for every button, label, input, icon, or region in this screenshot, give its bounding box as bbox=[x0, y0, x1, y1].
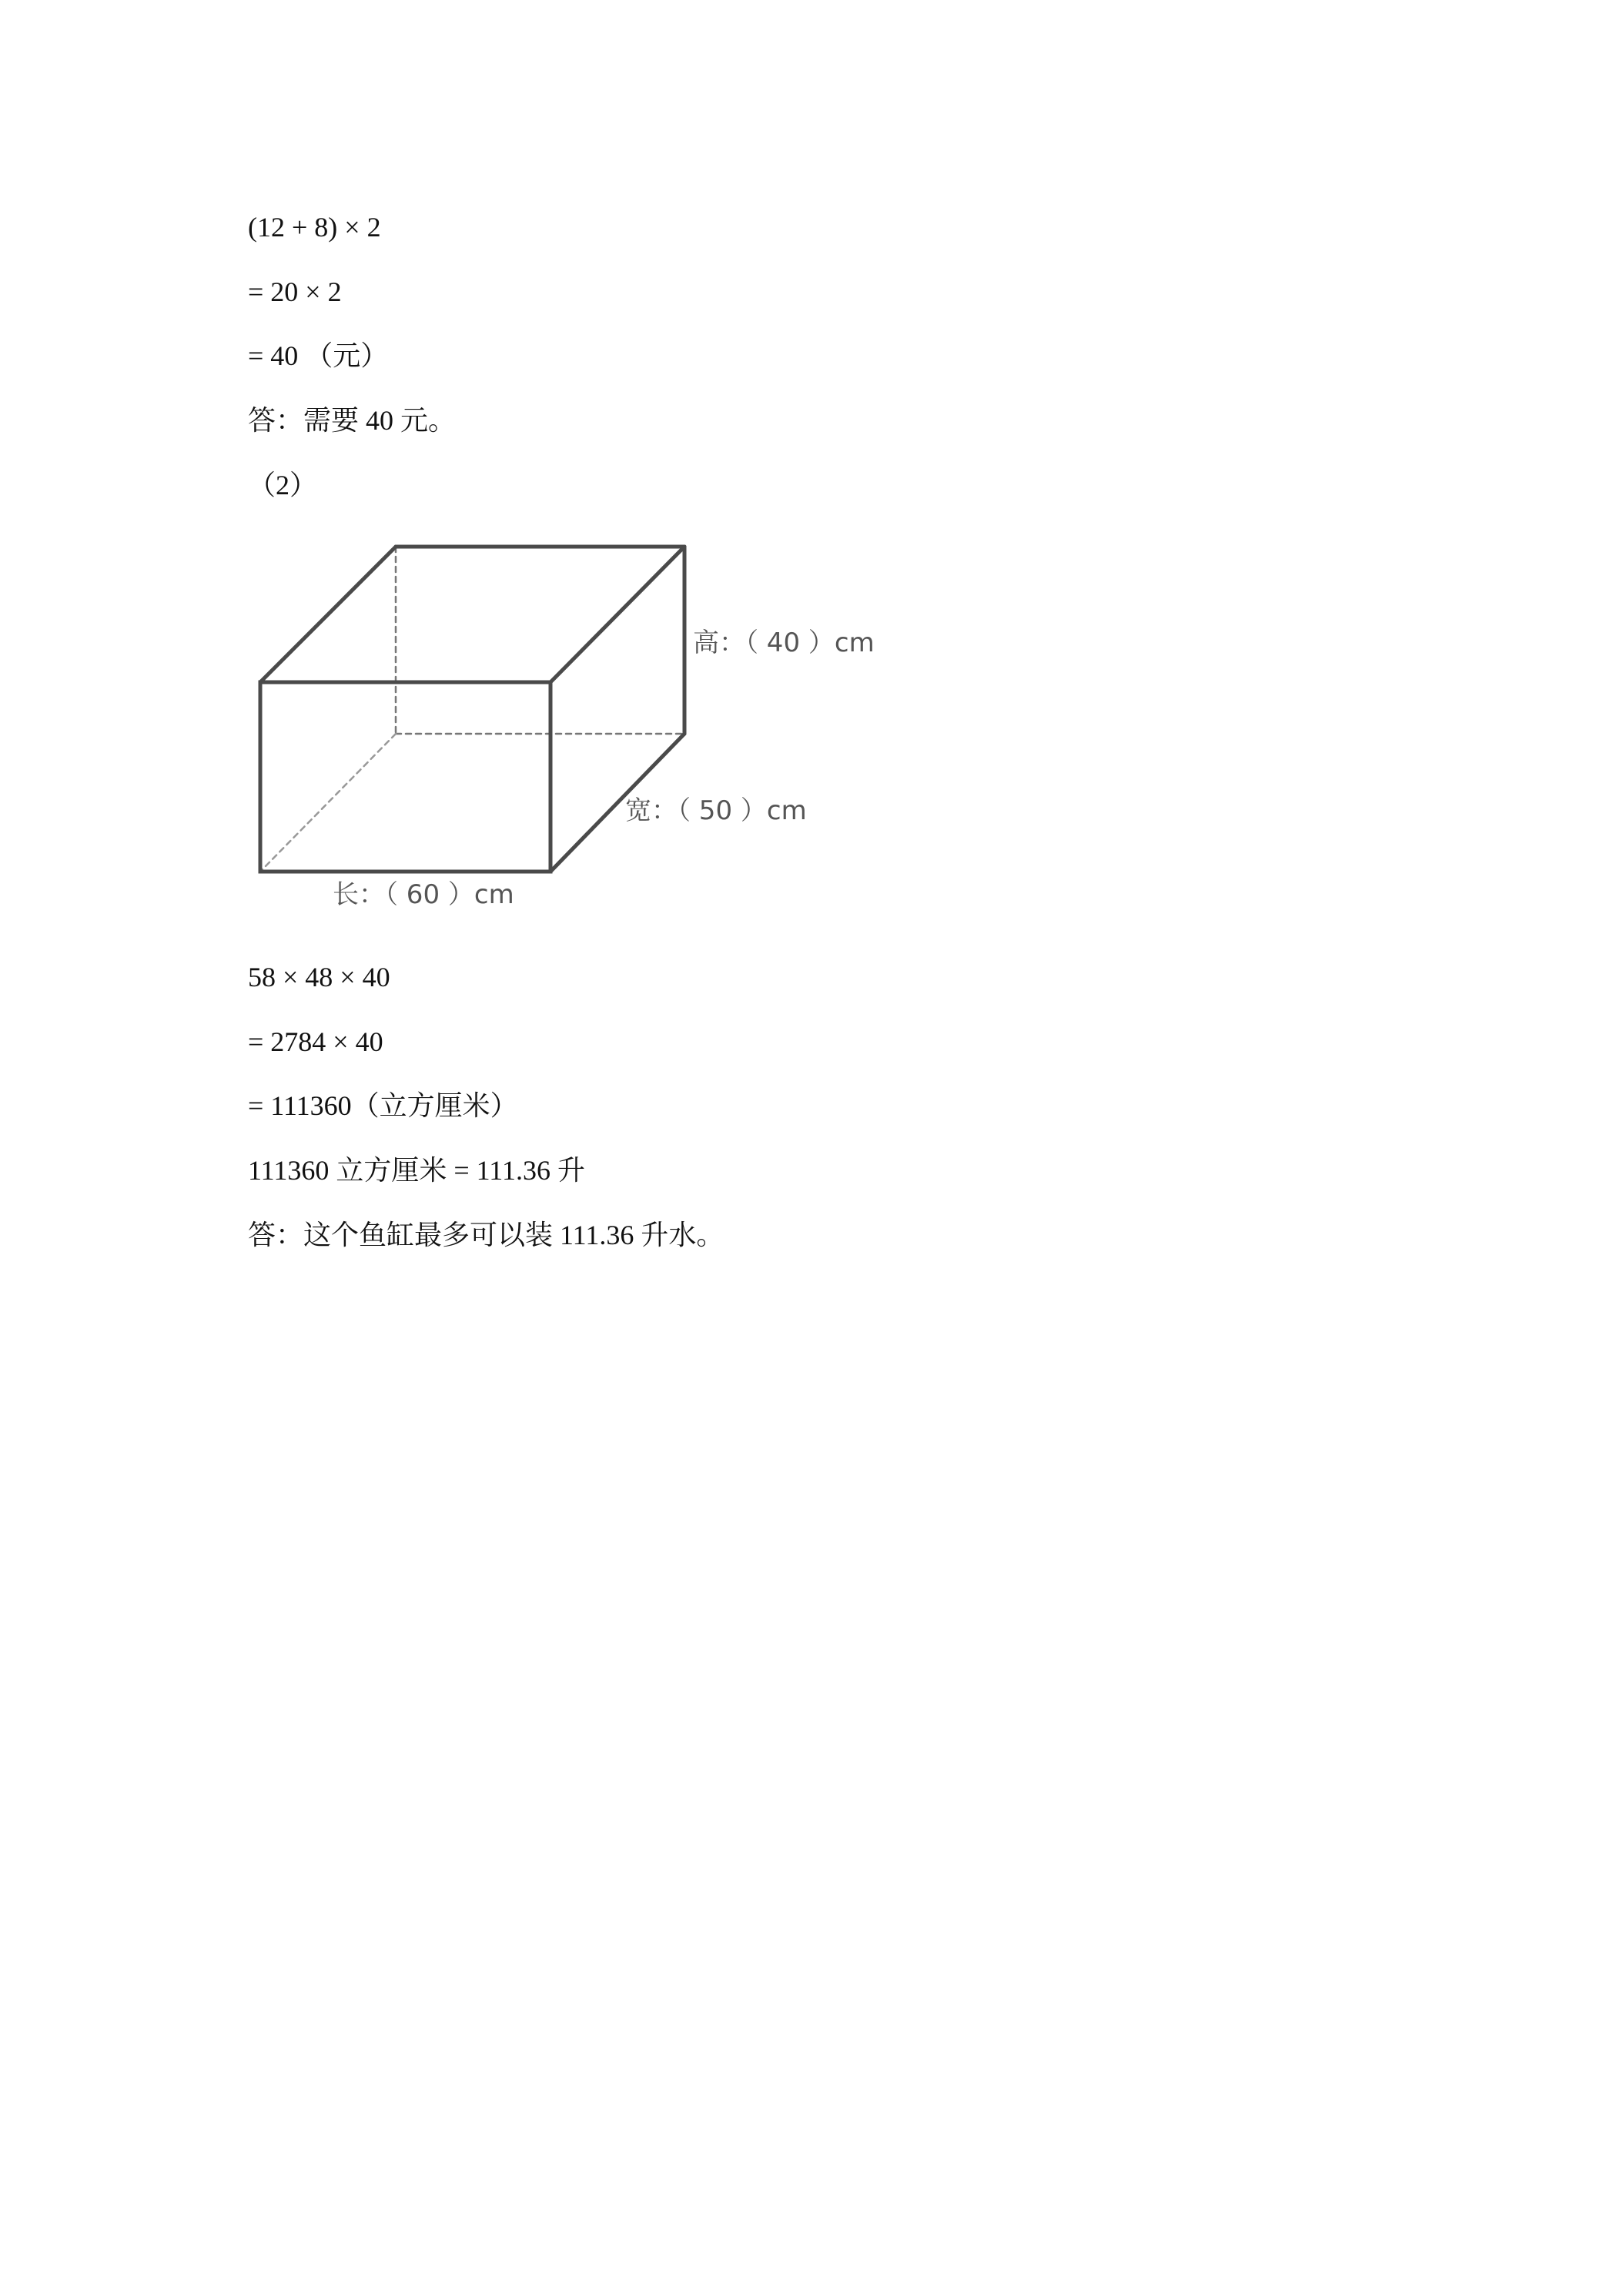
edge-top-left bbox=[260, 547, 396, 682]
height-label: 高：（ 40 ）cm bbox=[693, 628, 875, 658]
cuboid-drawing bbox=[248, 531, 925, 932]
calc-line-3: = 40 （元） bbox=[248, 340, 389, 371]
front-face bbox=[260, 682, 550, 872]
width-label: 宽：（ 50 ）cm bbox=[625, 795, 807, 826]
answer-line-2: 答：这个鱼缸最多可以装 111.36 升水。 bbox=[248, 1220, 724, 1250]
calc-line-4: 58 × 48 × 40 bbox=[248, 962, 390, 992]
hidden-edge-depth bbox=[260, 734, 396, 872]
calc-line-2: = 20 × 2 bbox=[248, 276, 342, 307]
edge-top-right bbox=[550, 547, 684, 682]
calc-line-1: (12 + 8) × 2 bbox=[248, 212, 381, 243]
calc-line-5: = 2784 × 40 bbox=[248, 1026, 383, 1057]
length-label: 长：（ 60 ）cm bbox=[333, 879, 514, 910]
calc-line-6: = 111360（立方厘米） bbox=[248, 1090, 518, 1121]
subquestion-marker: （2） bbox=[248, 470, 318, 500]
answer-line-1: 答：需要 40 元。 bbox=[248, 405, 457, 436]
cuboid-diagram bbox=[248, 531, 925, 932]
conversion-line: 111360 立方厘米 = 111.36 升 bbox=[248, 1155, 585, 1186]
